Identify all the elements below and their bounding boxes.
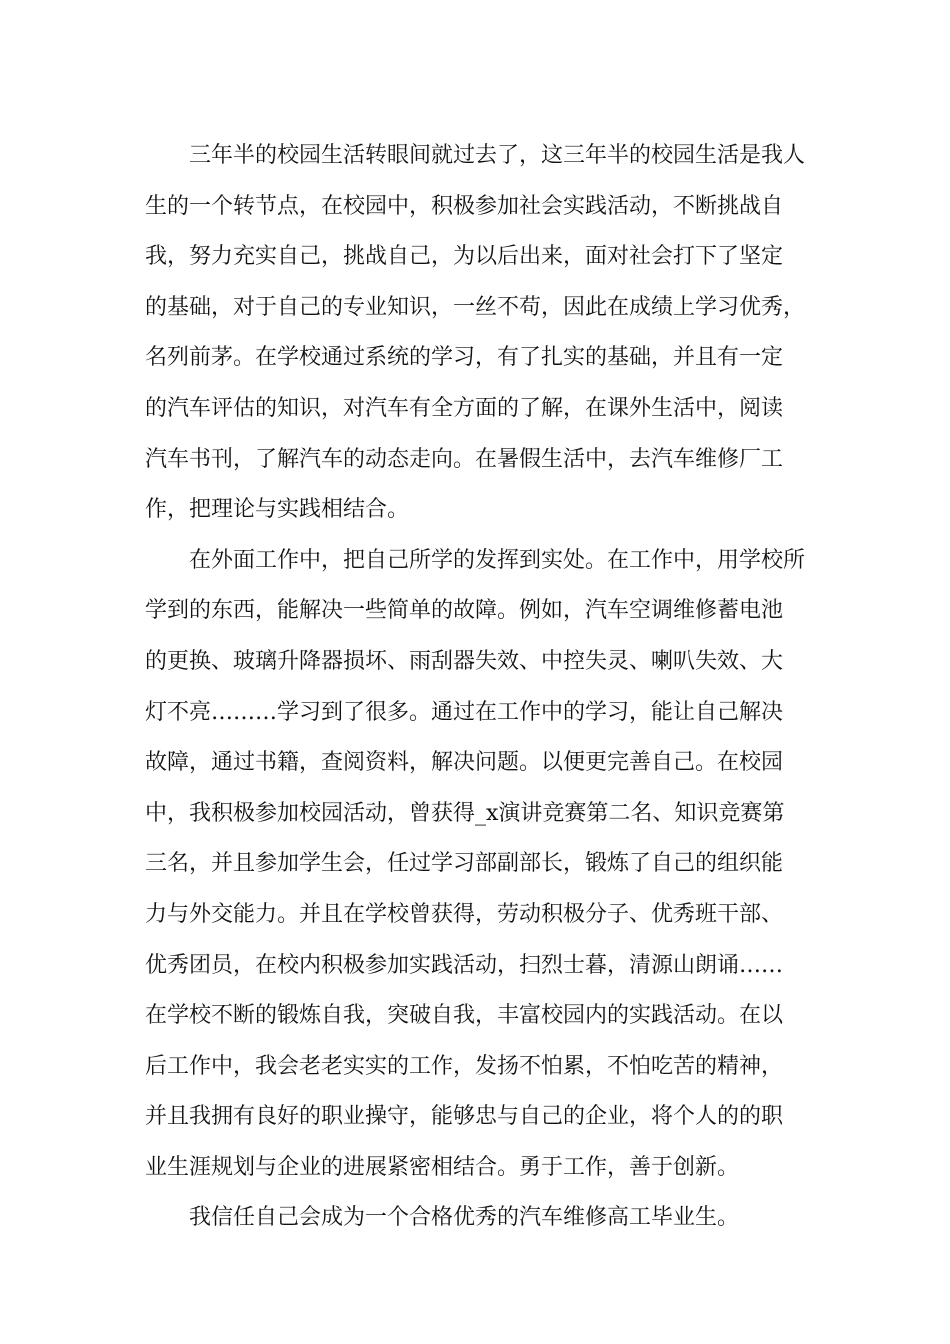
text-line: 并且我拥有良好的职业操守，能够忠与自己的企业，将个人的的职 <box>145 1104 784 1130</box>
text-line: 汽车书刊，了解汽车的动态走向。在暑假生活中，去汽车维修厂工 <box>145 446 784 472</box>
text-line: 的更换、玻璃升降器损坏、雨刮器失效、中控失灵、喇叭失效、大 <box>145 648 784 674</box>
text-line: 三年半的校园生活转眼间就过去了，这三年半的校园生活是我人 <box>145 143 806 168</box>
text-line: 故障，通过书籍，查阅资料，解决问题。以便更完善自己。在校园 <box>145 750 784 776</box>
text-line: 中，我积极参加校园活动，曾获得_x演讲竞赛第二名、知识竞赛第 <box>145 800 785 826</box>
text-line: 的汽车评估的知识，对汽车有全方面的了解，在课外生活中，阅读 <box>145 395 784 421</box>
text-line: 业生涯规划与企业的进展紧密相结合。勇于工作，善于创新。 <box>145 1154 740 1180</box>
text-line: 学到的东西，能解决一些简单的故障。例如，汽车空调维修蓄电池 <box>145 598 784 624</box>
text-line: 在外面工作中，把自己所学的发挥到实处。在工作中，用学校所 <box>145 547 806 573</box>
text-line: 名列前茅。在学校通过系统的学习，有了扎实的基础，并且有一定 <box>145 345 784 371</box>
text-line: 三名，并且参加学生会，任过学习部副部长，锻炼了自己的组织能 <box>145 851 784 877</box>
paragraph-2 <box>145 536 815 1194</box>
text-line: 优秀团员，在校内积极参加实践活动，扫烈士暮，清源山朗诵…… <box>145 952 784 978</box>
text-line: 我信任自己会成为一个合格优秀的汽车维修高工毕业生。 <box>145 1205 740 1231</box>
paragraph-3 <box>145 1193 815 1244</box>
text-line: 在学校不断的锻炼自我，突破自我，丰富校园内的实践活动。在以 <box>145 1003 784 1029</box>
text-line: 力与外交能力。并且在学校曾获得，劳动积极分子、优秀班干部、 <box>145 901 784 927</box>
text-line: 的基础，对于自己的专业知识，一丝不苟，因此在成绩上学习优秀， <box>145 294 806 320</box>
text-line: 我，努力充实自己，挑战自己，为以后出来，面对社会打下了坚定 <box>145 244 784 270</box>
document-body <box>145 131 815 1244</box>
text-line: 生的一个转节点，在校园中，积极参加社会实践活动，不断挑战自 <box>145 193 784 219</box>
text-line: 后工作中，我会老老实实的工作，发扬不怕累，不怕吃苦的精神， <box>145 1053 784 1079</box>
text-line: 作，把理论与实践相结合。 <box>145 497 410 523</box>
paragraph-1 <box>145 131 815 536</box>
text-line: 灯不亮………学习到了很多。通过在工作中的学习，能让自己解决 <box>145 699 784 725</box>
